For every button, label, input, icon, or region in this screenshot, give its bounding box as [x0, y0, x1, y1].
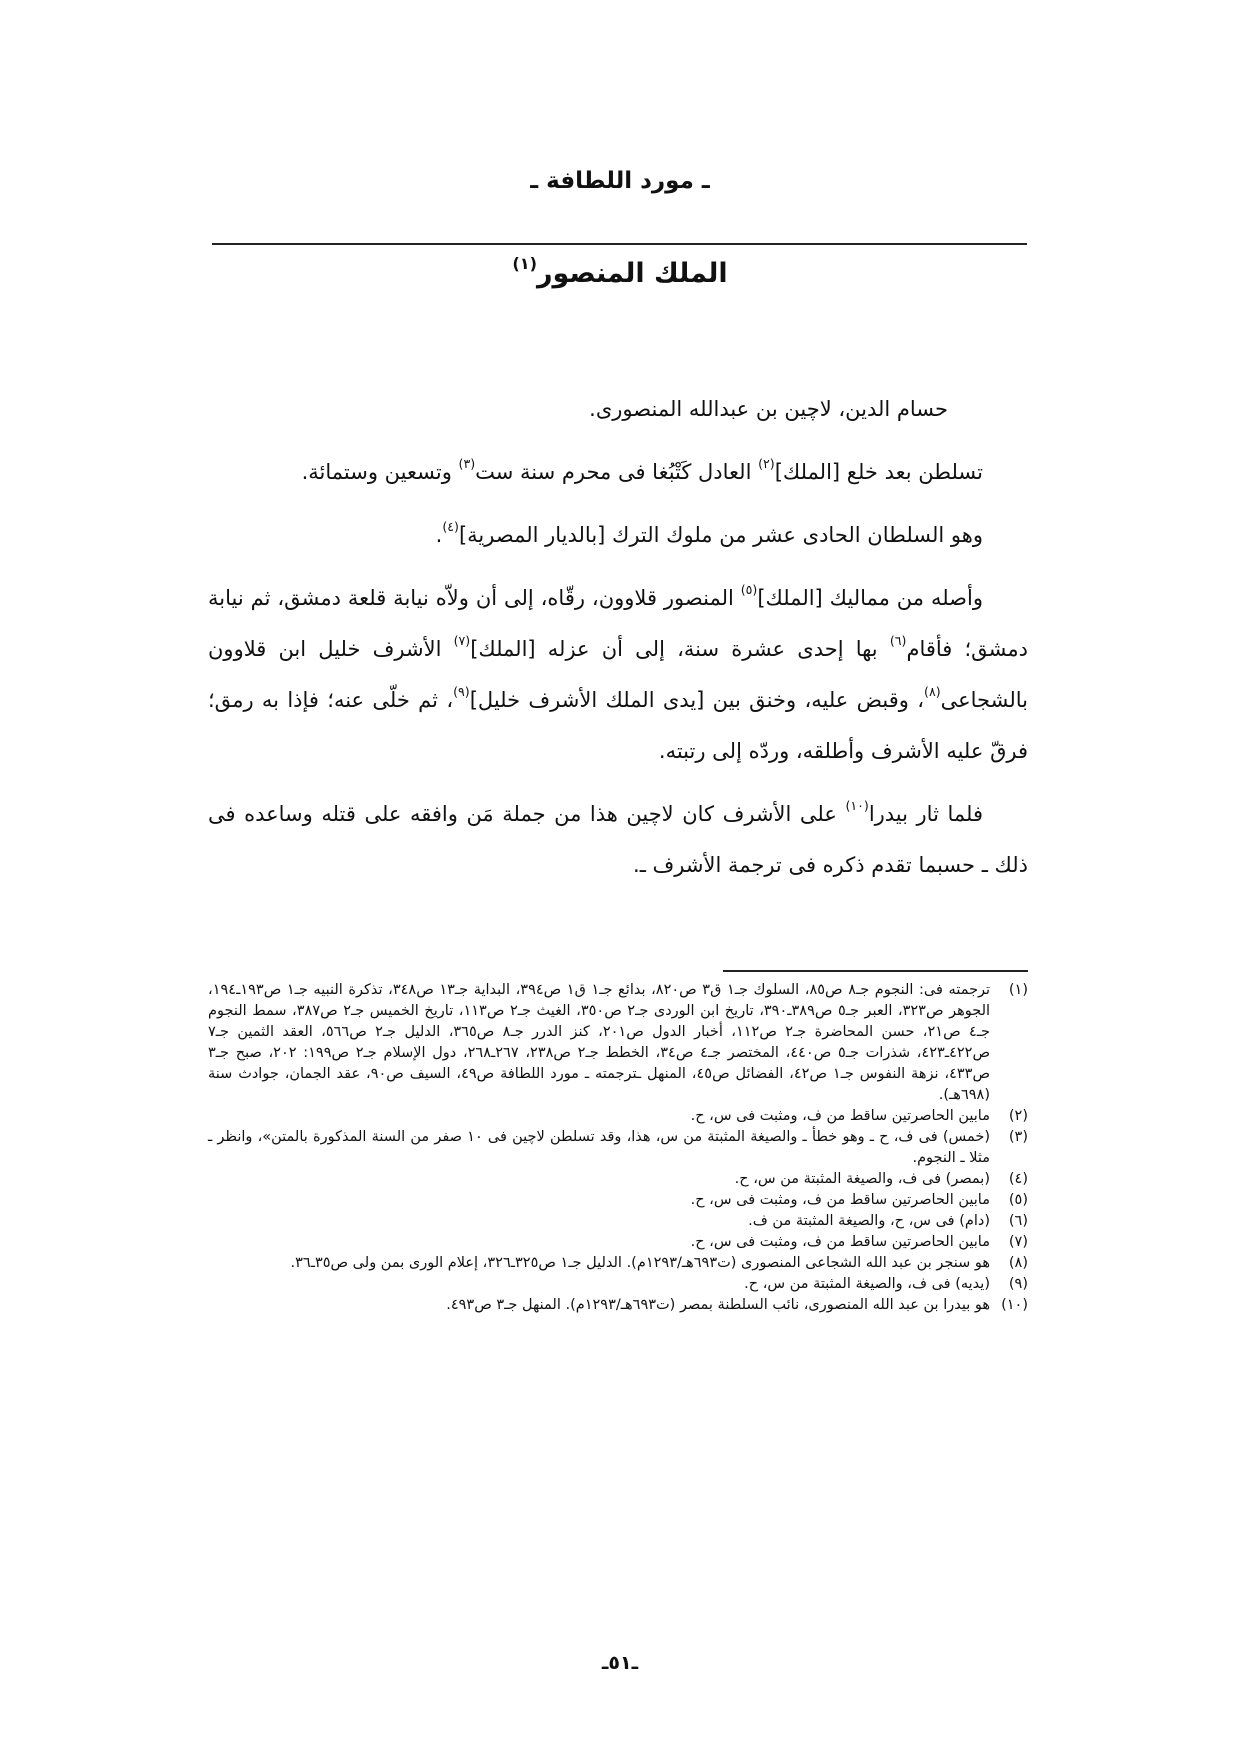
- footnote-number: (٨): [1008, 1255, 1028, 1271]
- paragraph-text: ، وقبض عليه، وخنق بين [يدى الملك الأشرف خليل]: [469, 688, 925, 712]
- footnote-ref: (٨): [924, 684, 941, 700]
- footnote-ref: (٧): [453, 633, 471, 649]
- footnote-number: (٣): [1008, 1129, 1028, 1145]
- footnote: [208, 1169, 1028, 1190]
- footnote: [208, 1211, 1028, 1232]
- paragraph-text: بها إحدى عشرة سنة، إلى أن عزله [الملك]: [470, 637, 890, 661]
- footnote-ref: (١٠): [845, 798, 869, 814]
- body-paragraph: [208, 573, 1028, 777]
- footnote-text: (يديه) فى ف، والصيغة المثبتة من س، ح.: [744, 1276, 990, 1292]
- footnote-ref: (٣): [458, 456, 476, 472]
- paragraph-text: المنصور قلاوون، رقّاه، إلى أن ولاّه نيابة قلعة دمشق، ثم نيابة دمشق؛ فأقام: [208, 586, 1029, 661]
- footnote-ref: (٥): [740, 582, 758, 598]
- footnote-number: (٢): [1008, 1108, 1028, 1124]
- running-head: ـ مورد اللطافة ـ: [530, 168, 710, 194]
- footnote-number: (٤): [1008, 1171, 1028, 1187]
- footnote: [208, 1106, 1028, 1127]
- header-divider: [212, 243, 1027, 245]
- footnote-divider: [723, 970, 1028, 972]
- footnote-number: (١): [1008, 982, 1028, 998]
- footnote-ref: (٩): [453, 684, 470, 700]
- paragraph-text: وهو السلطان الحادى عشر من ملوك الترك [بالديار المصرية]: [458, 523, 983, 547]
- chapter-title: [0, 253, 1240, 289]
- paragraph-text: فلما ثار بيدرا: [868, 802, 984, 826]
- footnote: [208, 1253, 1028, 1274]
- footnote: [208, 1127, 1028, 1169]
- footnote-text: ترجمته فى: النجوم جـ٨ ص٨٥، السلوك جـ١ ق٣ ص٨٢٠، بدائع جـ١ ق١ ص٣٩٤، البداية جـ١٣ ص٣٤٨، تذكرة النبيه جـ١ ص١٩٣ـ١٩٤، الجوهر ص٣٢٣، العبر جـ٥ ص٣٨٩ـ٣٩٠، تاريخ ابن الوردى جـ٢ ص٣٥٠، الغيث جـ٢ ص١١٣، تاريخ الخميس جـ٢ ص٣٨٧، سمط النجوم جـ٤ ص٢١، حسن المحاضرة جـ٢ ص١١٢، أخبار الدول ص٢٠١، كنز الدرر جـ٨ ص٣٦٥، الدليل جـ٢ ص٥٦٦، العقد الثمين جـ٧ ص٤٢٢ـ٤٢٣، شذرات جـ٥ ص٤٤٠، المختصر جـ٤ ص٣٤، الخطط جـ٢ ص٢٣٨، ٢٦٧ـ٢٦٨، دول الإسلام جـ٢ ص١٩٩: ٢٠٢، صبح جـ٣ ص٤٣٣، نزهة النفوس جـ١ ص٤٢، الفضائل ص٤٥، المنهل ـترجمته ـ مورد اللطافة ص٤٩، السيف ص٩٠، عقد الجمان، جوادث سنة (٦٩٨هـ).: [208, 982, 991, 1103]
- footnote-text: مابين الحاصرتين ساقط من ف، ومثبت فى س، ح.: [690, 1192, 990, 1208]
- footnote-text: هو بيدرا بن عبد الله المنصورى، نائب السلطنة بمصر (ت٦٩٣هـ/١٢٩٣م). المنهل جـ٣ ص٤٩٣.: [446, 1297, 990, 1313]
- chapter-title-text: الملك المنصور: [537, 258, 728, 289]
- footnote-number: (٥): [1008, 1192, 1028, 1208]
- body-paragraph: [208, 384, 1028, 435]
- paragraph-text: وأصله من مماليك [الملك]: [757, 586, 983, 610]
- paragraph-text: تسلطن بعد خلع [الملك]: [774, 460, 983, 484]
- footnote-text: (دام) فى س، ح، والصيغة المثبتة من ف.: [748, 1213, 990, 1229]
- paragraph-text: حسام الدين، لاچين بن عبدالله المنصورى.: [589, 397, 948, 421]
- footnote-number: (٧): [1008, 1234, 1028, 1250]
- footnotes: [208, 980, 1028, 1316]
- paragraph-text: .: [435, 523, 443, 547]
- page-number: ـ٥١ـ: [601, 1652, 639, 1674]
- footnote-text: مابين الحاصرتين ساقط من ف، ومثبت فى س، ح.: [690, 1108, 990, 1124]
- footnote-text: (بمصر) فى ف، والصيغة المثبتة من س، ح.: [734, 1171, 990, 1187]
- body-paragraph: [208, 510, 1028, 561]
- paragraph-text: على الأشرف كان لاچين هذا من جملة مَن وافقه على قتله وساعده فى ذلك ـ حسبما تقدم ذكره فى ترجمة الأشرف ـ.: [208, 802, 1028, 877]
- footnote-text: (خمس) فى ف، ح ـ وهو خطأ ـ والصيغة المثبتة من س، هذا، وقد تسلطن لاچين فى ١٠ صفر من السنة المذكورة بالمتن»، وانظر ـ مثلا ـ النجوم.: [208, 1129, 991, 1166]
- footnote-number: (٦): [1008, 1213, 1028, 1229]
- paragraph-text: وتسعين وستمائة.: [301, 460, 459, 484]
- footnote-text: مابين الحاصرتين ساقط من ف، ومثبت فى س، ح.: [690, 1234, 990, 1250]
- paragraph-text: ، ثم خلّى عنه؛ فإذا به رمق؛ فرقّ عليه الأشرف وأطلقه، وردّه إلى رتبته.: [208, 688, 1028, 763]
- footnote-number: (٩): [1008, 1276, 1028, 1292]
- paragraph-text: الأشرف خليل ابن قلاوون بالشجاعى: [208, 637, 1028, 712]
- paragraph-text: العادل كَتْبُغا فى محرم سنة ست: [475, 460, 759, 484]
- footnote-ref: (٦): [889, 633, 907, 649]
- footnote: [208, 1274, 1028, 1295]
- footnote-ref: (٤): [442, 519, 459, 535]
- footnote: [208, 1232, 1028, 1253]
- body-text: [208, 384, 1028, 903]
- chapter-footnote-ref: (١): [512, 253, 538, 273]
- footnote: [208, 1295, 1028, 1316]
- body-paragraph: [208, 447, 1028, 498]
- footnote: [208, 1190, 1028, 1211]
- footnote-ref: (٢): [758, 456, 775, 472]
- footnote-text: هو سنجر بن عبد الله الشجاعى المنصورى (ت٦٩٣هـ/١٢٩٣م). الدليل جـ١ ص٣٢٥ـ٣٢٦، إعلام الورى بمن ولى ص٣٥ـ٣٦.: [290, 1255, 990, 1271]
- body-paragraph: [208, 789, 1028, 891]
- footnote-number: (١٠): [1001, 1297, 1028, 1313]
- footnote: [208, 980, 1028, 1106]
